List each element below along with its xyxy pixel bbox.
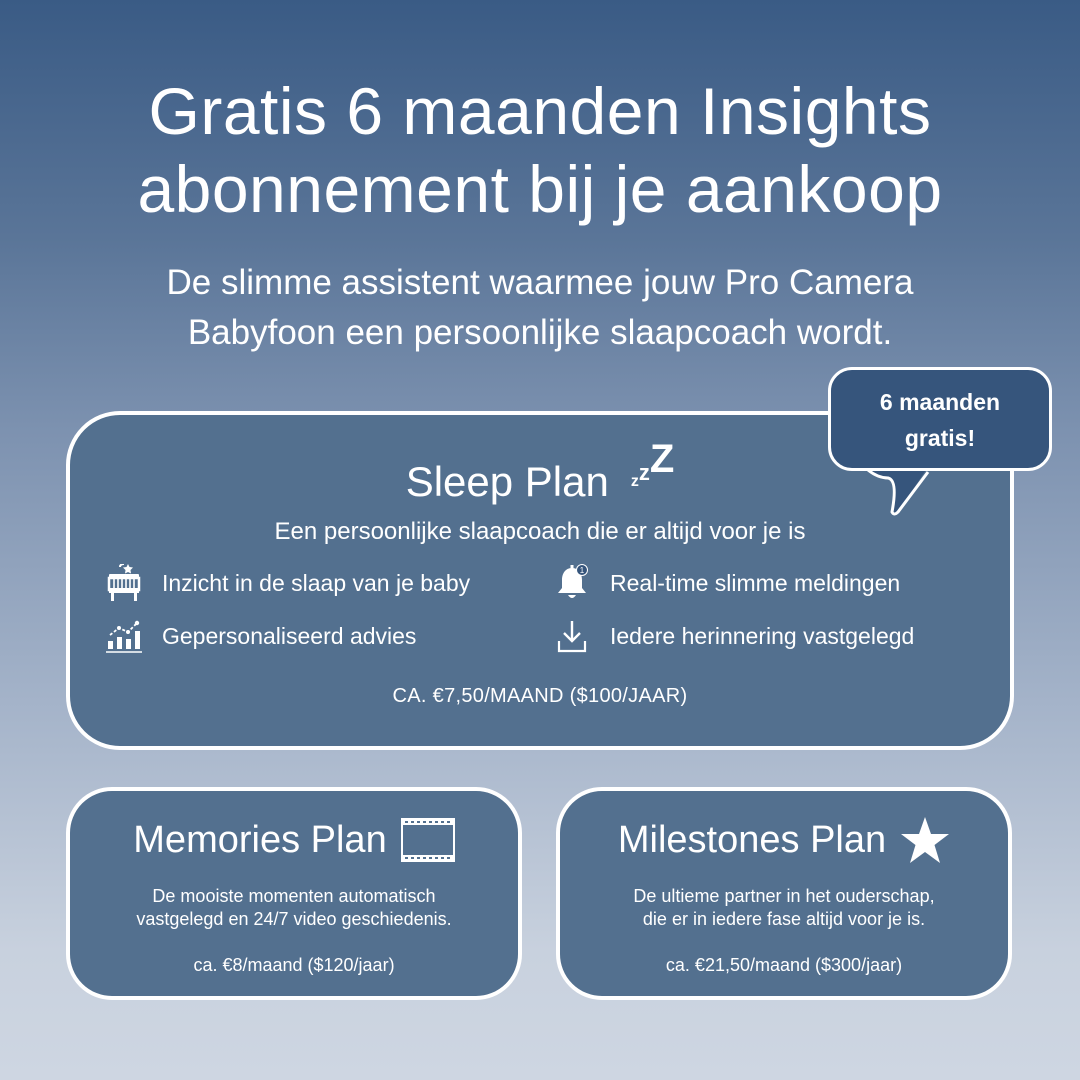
free-months-badge	[828, 367, 1052, 471]
description-line-1: De ultieme partner in het ouderschap,	[633, 886, 935, 906]
memories-plan-card	[66, 787, 522, 1000]
star-icon	[900, 816, 950, 864]
memories-plan-price: ca. €8/maand ($120/jaar)	[193, 955, 395, 975]
milestones-plan-card	[556, 787, 1012, 1000]
headline-line-2: abonnement bij je aankoop	[137, 152, 943, 226]
feature-personal-advice	[106, 618, 416, 654]
headline	[0, 72, 1080, 228]
subheadline-line-1: De slimme assistent waarmee jouw Pro Camera	[166, 263, 914, 302]
zzz-icon: zzZ	[630, 437, 675, 490]
feature-sleep-insight	[106, 565, 470, 601]
chart-growth-icon	[106, 618, 142, 654]
badge-line-2: gratis!	[904, 425, 976, 451]
subheadline-line-2: Babyfoon een persoonlijke slaapcoach wordt.	[187, 313, 893, 352]
badge-line-1: 6 maanden	[879, 389, 1001, 415]
description-line-2: vastgelegd en 24/7 video geschiedenis.	[136, 909, 452, 929]
crib-icon	[106, 565, 142, 601]
memories-plan-title: Memories Plan	[133, 819, 387, 861]
feature-label: Iedere herinnering vastgelegd	[610, 622, 915, 649]
description-line-1: De mooiste momenten automatisch	[152, 886, 436, 906]
feature-memories-saved	[554, 618, 914, 654]
memories-plan-description	[70, 885, 518, 931]
description-line-2: die er in iedere fase altijd voor je is.	[642, 909, 926, 929]
milestones-plan-title: Milestones Plan	[617, 819, 887, 861]
download-icon	[554, 618, 590, 654]
feature-smart-alerts	[554, 565, 900, 601]
feature-label: Real-time slimme meldingen	[610, 569, 901, 596]
headline-line-1: Gratis 6 maanden Insights	[148, 74, 932, 148]
sleep-plan-title: Sleep Plan	[405, 458, 609, 505]
memories-plan-title-row	[70, 815, 518, 865]
film-strip-icon	[401, 818, 455, 862]
svg-text:1: 1	[579, 566, 585, 575]
subheadline	[0, 258, 1080, 358]
sleep-plan-subtitle: Een persoonlijke slaapcoach die er altijd voor je is	[274, 518, 806, 545]
milestones-plan-description	[560, 885, 1008, 931]
feature-label: Gepersonaliseerd advies	[162, 622, 417, 649]
sleep-plan-price: CA. €7,50/MAAND ($100/JAAR)	[392, 685, 688, 707]
badge-tail	[862, 466, 942, 516]
bell-notification-icon	[554, 565, 590, 601]
feature-label: Inzicht in de slaap van je baby	[162, 569, 471, 596]
milestones-plan-title-row	[560, 815, 1008, 865]
milestones-plan-price: ca. €21,50/maand ($300/jaar)	[665, 955, 903, 975]
